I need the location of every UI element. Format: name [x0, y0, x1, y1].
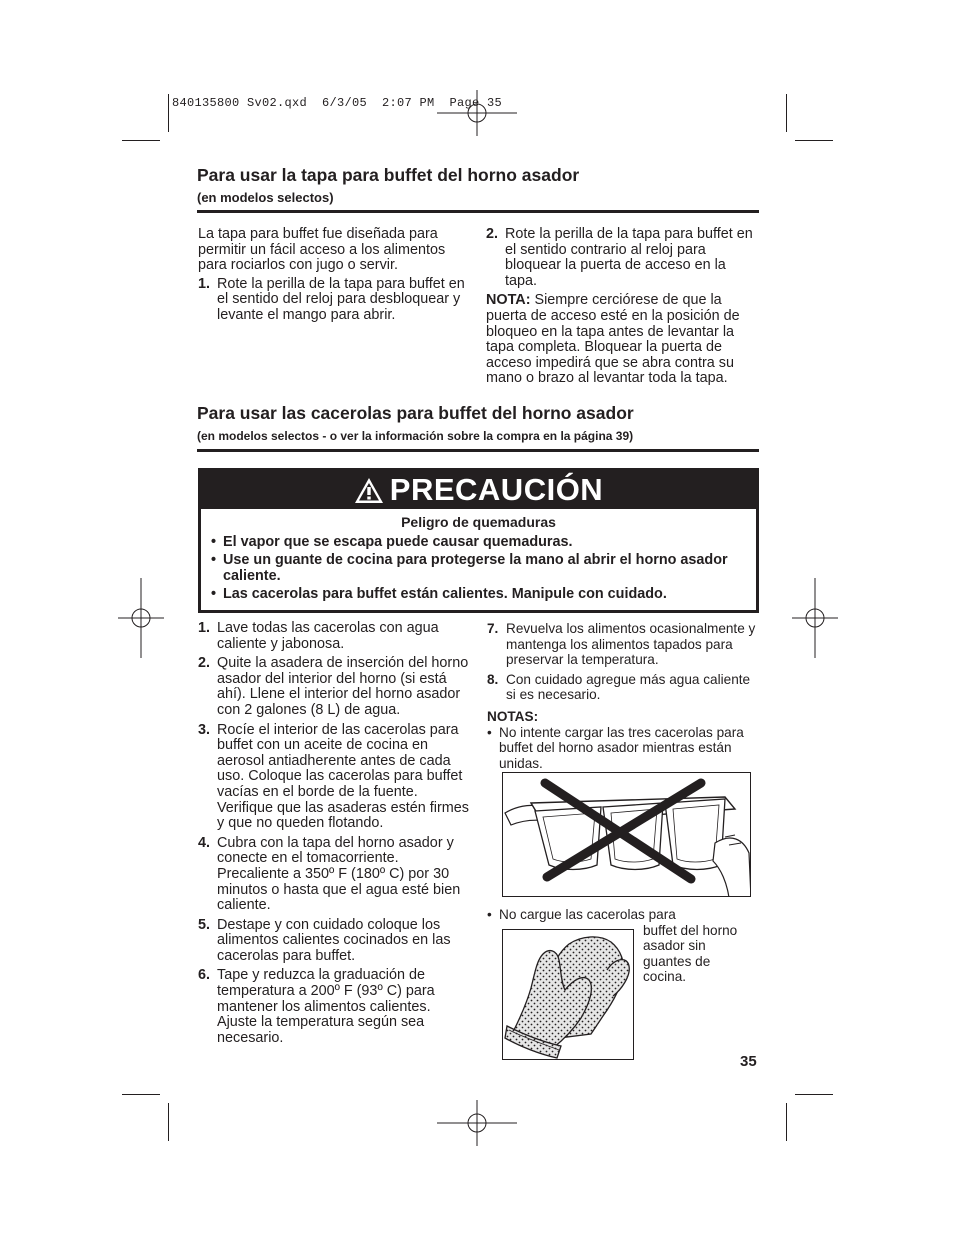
step-text: Rote la perilla de la tapa para buffet en el sentido contrario al reloj para bloquear la puerta de acceso en la tapa.	[505, 226, 753, 289]
step-number: 2.	[486, 226, 499, 242]
step-number: 1.	[198, 275, 211, 292]
caution-header	[201, 471, 756, 509]
registration-mark-icon	[792, 578, 838, 658]
step-text: Tape y reduzca la graduación de temperatura a 200º F (93º C) para mantener los alimentos calientes. Ajuste la temperatura según sea necesario.	[217, 967, 435, 1046]
section-subtitle: (en modelos selectos)	[197, 190, 334, 205]
page-number: 35	[740, 1053, 757, 1070]
section-rule	[197, 210, 759, 213]
list-item	[198, 968, 472, 1046]
caution-bullet-text: Use un guante de cocina para protegerse la mano al abrir el horno asador caliente.	[223, 552, 728, 584]
crop-mark	[786, 94, 787, 132]
section-subtitle: (en modelos selectos - o ver la información sobre la compra en la página 39)	[197, 429, 634, 443]
print-slug: 840135800 Sv02.qxd 6/3/05 2:07 PM Page 35	[172, 96, 503, 110]
note-bullet-text-line	[499, 907, 743, 985]
section-title: Para usar las cacerolas para buffet del horno asador	[197, 403, 634, 423]
caution-bullet: • El vapor que se escapa puede causar quemaduras.	[211, 533, 573, 550]
crop-mark	[122, 140, 160, 141]
step-text: Rote la perilla de la tapa para buffet en el sentido del reloj para desbloquear y levante el mango para abrir.	[217, 275, 465, 323]
caution-bullet-text: Las cacerolas para buffet están calientes. Manipule con cuidado.	[223, 586, 667, 603]
caution-title: PRECAUCIÓN	[389, 472, 604, 507]
list-item	[198, 656, 472, 718]
step-number: 6.	[198, 967, 211, 984]
list-item	[198, 621, 472, 652]
list-item	[198, 918, 472, 965]
crop-mark	[786, 1103, 787, 1141]
note-bullet-2: •	[487, 907, 492, 922]
step-text: Destape y con cuidado coloque los alimentos calientes cocinados en las cacerolas para buffet.	[217, 916, 451, 964]
notes-label: NOTAS:	[487, 708, 539, 724]
step-number: 5.	[198, 916, 211, 933]
crop-mark	[168, 1103, 169, 1141]
hazard-label: Peligro de quemaduras	[401, 514, 556, 530]
step-number: 2.	[198, 655, 211, 672]
buffet-pans-icon	[503, 773, 751, 897]
list-item	[487, 672, 759, 703]
step-number: 7.	[487, 621, 499, 636]
registration-mark-icon	[437, 90, 517, 136]
step-text: Rocíe el interior de las cacerolas para buffet con un aceite de cocina en aerosol antiadherente antes de cada uso. Coloque las cacerolas para buffet vacías en el borde de la fuente. Verifique que las asaderas estén firmes y que no queden flotando.	[217, 721, 469, 832]
intro-text: La tapa para buffet fue diseñada para permitir un fácil acceso a los alimentos para rociarlos con jugo o servir.	[198, 226, 446, 274]
crop-mark	[795, 140, 833, 141]
list-item	[198, 277, 470, 324]
caution-bullet: • Las cacerolas para buffet están calientes. Manipule con cuidado.	[211, 586, 667, 603]
note-text: Siempre cerciórese de que la puerta de acceso esté en la posición de bloqueo en la tapa antes de levantar la tapa completa. Bloquear la puerta de acceso impedirá que se abra contra su mano o brazo al levantar toda la tapa.	[486, 292, 740, 387]
section1-right-column	[486, 227, 758, 390]
step-text: Revuelva los alimentos ocasionalmente y mantenga los alimentos tapados para preservar la temperatura.	[506, 621, 756, 668]
step-number: 3.	[198, 721, 211, 738]
section-title: Para usar la tapa para buffet del horno asador	[197, 165, 580, 185]
note-label: NOTA:	[486, 292, 531, 309]
note-bullet-2-text-wrapper	[499, 907, 743, 985]
steps-left-column	[198, 621, 472, 1050]
step-text: Cubra con la tapa del horno asador y conecte en el tomacorriente. Precaliente a 350º F (180º C) por 30 minutos o hasta que el agua esté bien caliente.	[217, 834, 461, 914]
note-bullet-text: No intente cargar las tres cacerolas para buffet del horno asador mientras están unidas.	[499, 724, 744, 771]
registration-mark-icon	[437, 1100, 517, 1146]
step-number: 4.	[198, 834, 211, 851]
steps-right-column	[487, 621, 759, 771]
note-bullet: • No intente cargar las tres cacerolas para buffet del horno asador mientras están unidas.	[487, 724, 744, 771]
caution-box	[198, 468, 759, 613]
step-number: 1.	[198, 620, 211, 636]
crop-mark	[168, 94, 169, 132]
note-paragraph	[486, 293, 758, 387]
registration-mark-icon	[118, 578, 164, 658]
list-item	[198, 723, 472, 832]
crop-mark	[122, 1094, 160, 1095]
pans-crossed-out-illustration	[502, 772, 751, 897]
note-bullet-text: No cargue las cacerolas para buffet del horno asador sin guantes de cocina.	[499, 907, 738, 985]
step-number: 8.	[487, 671, 499, 687]
list-item	[487, 621, 759, 668]
list-item	[486, 227, 758, 289]
warning-triangle-icon	[354, 477, 384, 504]
section1-left-column	[198, 227, 470, 328]
section-rule	[197, 449, 759, 452]
step-text: Con cuidado agregue más agua caliente si es necesario.	[506, 671, 751, 703]
crop-mark	[795, 1094, 833, 1095]
step-text: Quite la asadera de inserción del horno asador del interior del horno (si está ahí). Llene el interior del horno asador con 2 galones (8 L) de agua.	[217, 655, 469, 718]
caution-bullet-text: El vapor que se escapa puede causar quemaduras.	[223, 533, 573, 550]
caution-body	[201, 509, 756, 603]
step-text: Lave todas las cacerolas con agua caliente y jabonosa.	[217, 620, 439, 652]
caution-bullet: • Use un guante de cocina para protegerse la mano al abrir el horno asador caliente.	[211, 552, 728, 584]
list-item	[198, 836, 472, 914]
